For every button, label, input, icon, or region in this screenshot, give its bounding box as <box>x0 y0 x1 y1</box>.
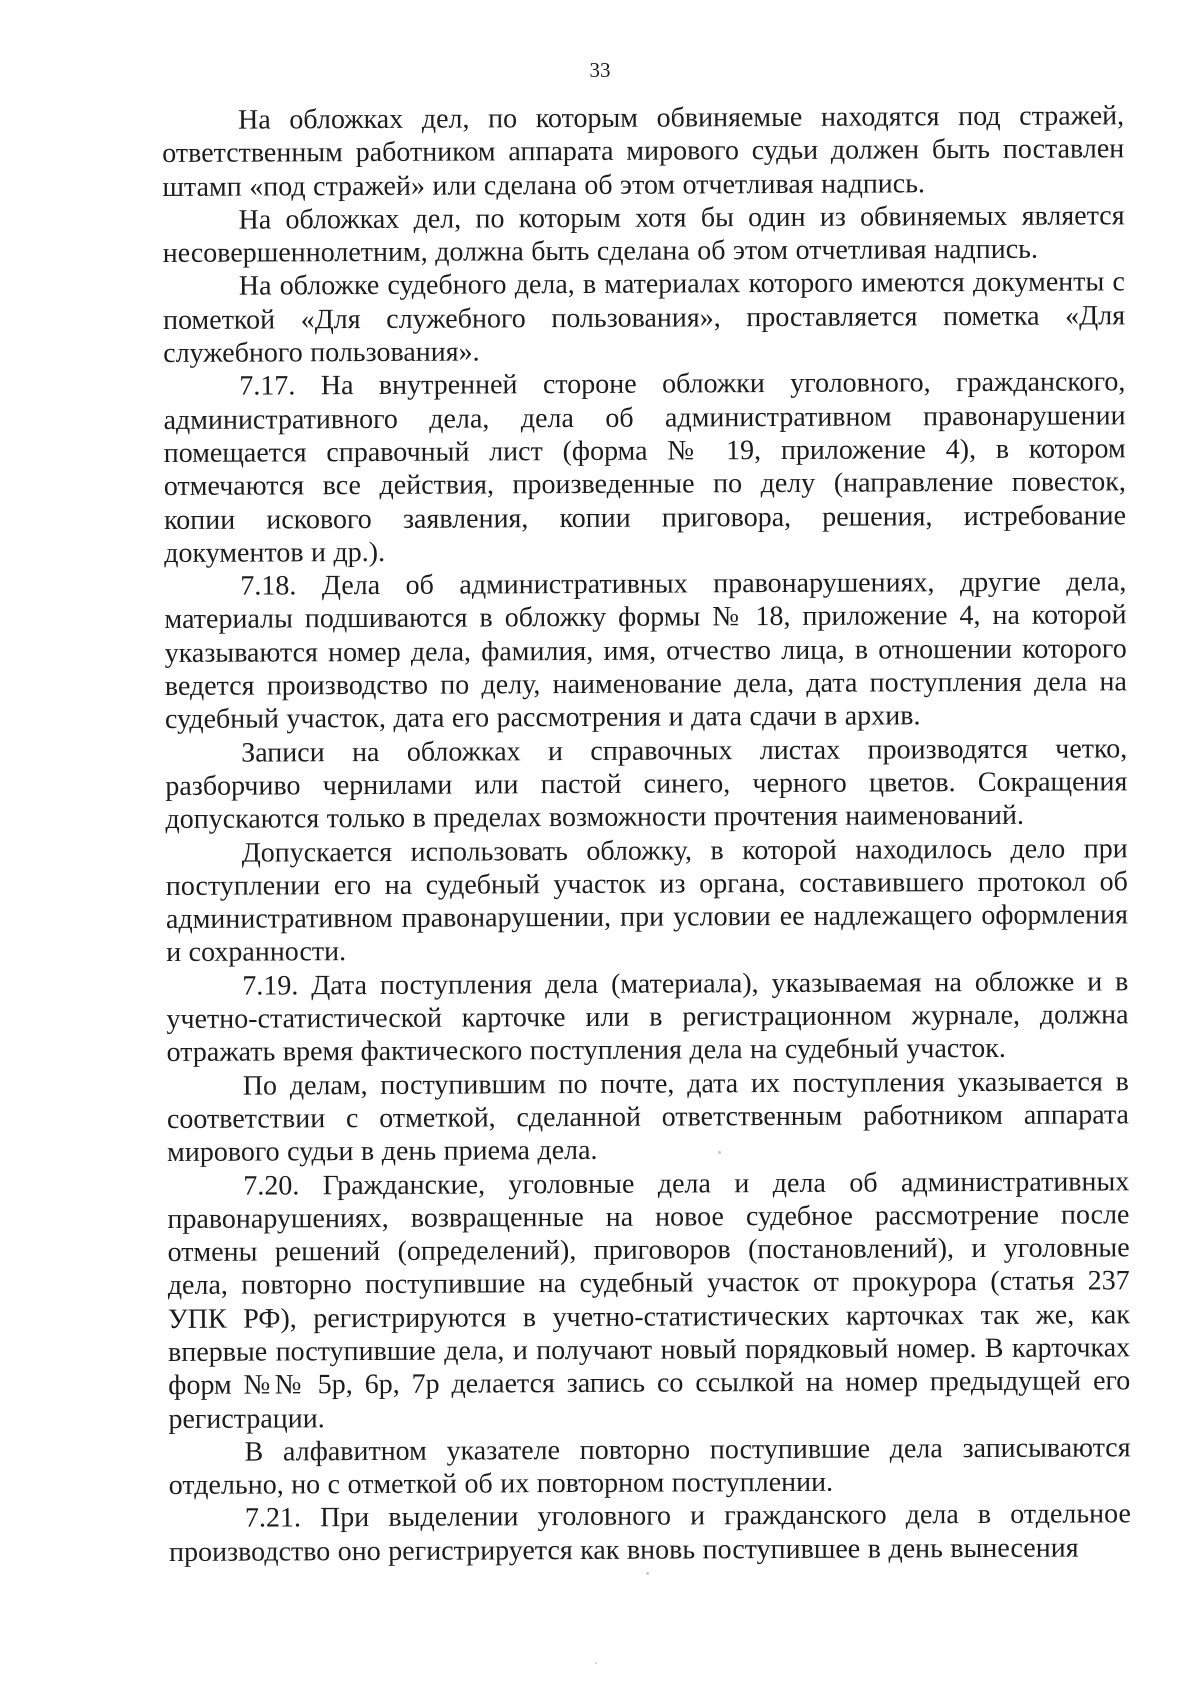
paragraph-7-18: 7.18. Дела об административных правонарушениях, другие дела, материалы подшиваются в обложку формы № 18, приложение 4, на которой указываются номер дела, фамилия, имя, отчество лица, в отношении которого ведется производство по делу, наименование дела, дата поступления дела на судебный участок, дата его рассмотрения и дата сдачи в архив. <box>164 566 1127 736</box>
paragraph-cover-records: Записи на обложках и справочных листах производятся четко, разборчиво чернилами или пастой синего, черного цветов. Сокращения допускаются только в пределах возможности прочтения наименований. <box>165 732 1128 836</box>
paragraph-7-21: 7.21. При выделении уголовного и гражданского дела в отдельное производство оно регистрируется как вновь поступившее в день вынесения <box>169 1498 1131 1568</box>
scan-speck <box>718 1151 721 1154</box>
paragraph-mail-receipt: По делам, поступившим по почте, дата их поступления указывается в соответствии с отметкой, сделанной ответственным работником аппарата мирового судьи в день приема дела. <box>166 1065 1130 1169</box>
paragraph-7-20: 7.20. Гражданские, уголовные дела и дела об административных правонарушениях, возвращенные на новое судебное рассмотрение после отмены решений (определений), приговоров (постановлений), и уголовные дела, повторно поступившие на судебный участок от прокурора (статья 237 УПК РФ), регистрируются в учетно-статистических карточках так же, как впервые поступившие дела, и получают новый порядковый номер. В карточках форм №№ 5р, 6р, 7р делается запись со ссылкой на номер предыдущей его регистрации. <box>167 1165 1131 1435</box>
page-number: 33 <box>589 58 611 82</box>
paragraph-cover-reuse: Допускается использовать обложку, в которой находилось дело при поступлении его на судебный участок из органа, составившего протокол об административном правонарушении, при условии ее надлежащего оформления и сохранности. <box>165 832 1129 969</box>
paragraph-custody-mark: На обложках дел, по которым обвиняемые находятся под стражей, ответственным работником аппарата мирового судьи должен быть поставлен штамп «под стражей» или сделана об этом отчетливая надпись. <box>162 100 1125 203</box>
paragraph-minor-mark: На обложках дел, по которым хотя бы один из обвиняемых является несовершеннолетним, должна быть сделана об этом отчетливая надпись. <box>162 200 1125 270</box>
paragraph-7-19: 7.19. Дата поступления дела (материала), указываемая на обложке и в учетно-статистической карточке или в регистрационном журнале, должна отражать время фактического поступления дела на судебный участок. <box>166 966 1129 1069</box>
paragraph-7-17: 7.17. На внутренней стороне обложки уголовного, гражданского, административного дела, дела об административном правонарушении помещается справочный лист (форма № 19, приложение 4), в котором отмечаются все действия, произведенные по делу (направление повесток, копии искового заявления, копии приговора, решения, истребование документов и др.). <box>163 366 1127 569</box>
paragraph-official-use-mark: На обложке судебного дела, в материалах которого имеются документы с пометкой «Для служебного пользования», проставляется пометка «Для служебного пользования». <box>162 266 1126 370</box>
document-body <box>162 99 1131 1569</box>
scan-speck <box>646 1572 649 1575</box>
paragraph-alphabetical-index: В алфавитном указателе повторно поступившие дела записываются отдельно, но с отметкой об их повторном поступлении. <box>168 1432 1131 1502</box>
scan-speck <box>595 1662 597 1664</box>
